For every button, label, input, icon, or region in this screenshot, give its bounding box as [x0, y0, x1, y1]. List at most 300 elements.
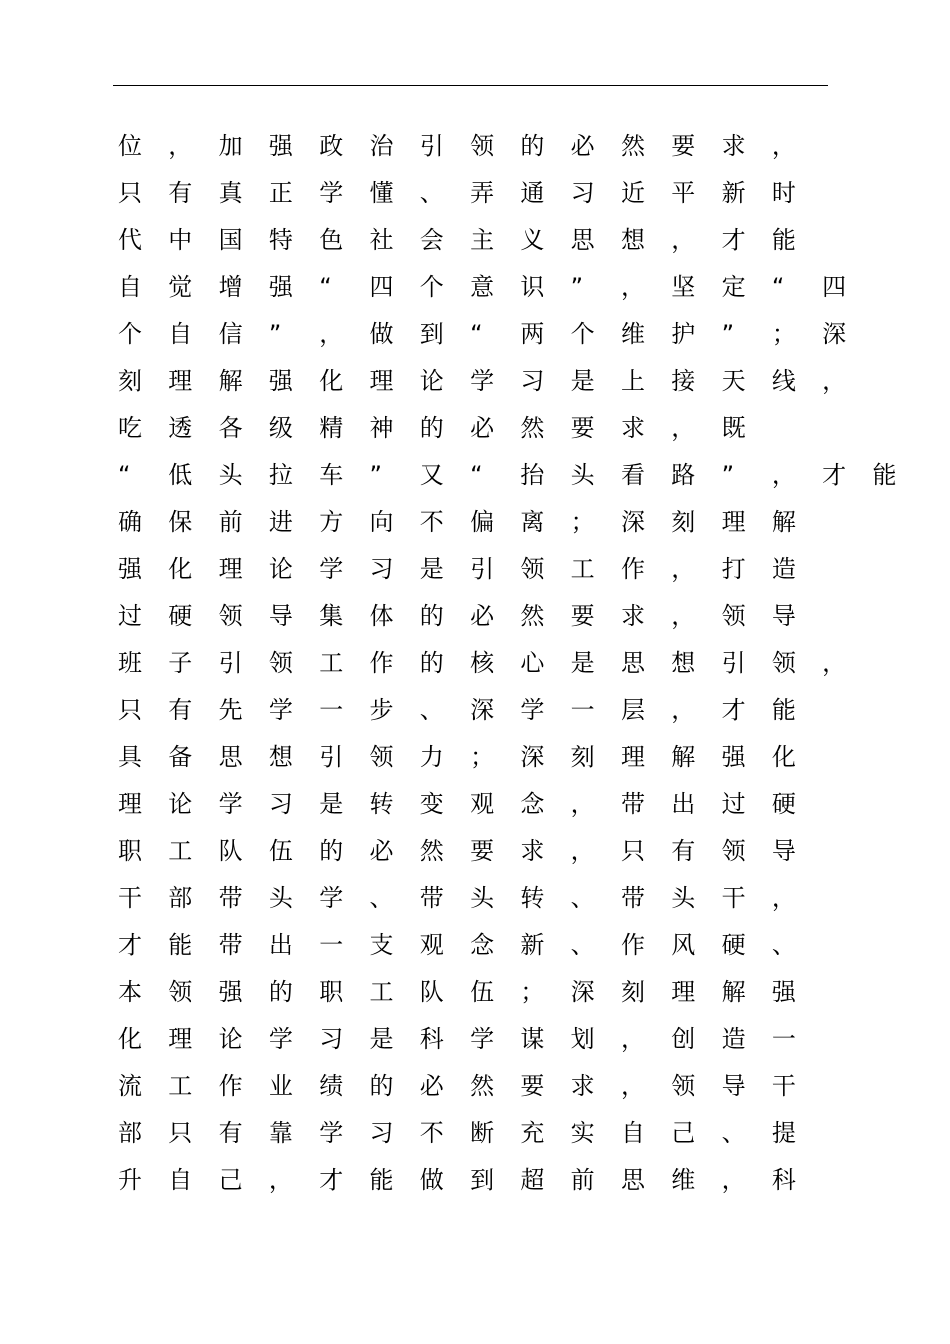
text-char: 一 [570, 696, 595, 724]
text-char: 确 [118, 508, 142, 536]
text-char: 实 [570, 1119, 595, 1147]
text-char: 部 [168, 884, 193, 912]
text-char: “ [470, 461, 483, 489]
text-char: ； [570, 508, 595, 536]
text-char: 化 [118, 1025, 142, 1053]
text-char: 学 [268, 1025, 293, 1053]
text-char: 然 [520, 602, 545, 630]
text-char: 论 [218, 1025, 243, 1053]
text-char: 一 [319, 696, 344, 724]
text-char: 思 [620, 649, 645, 677]
text-char: 工 [168, 837, 193, 865]
text-char: 、 [570, 931, 595, 959]
text-char: 强 [268, 367, 293, 395]
text-char: 习 [570, 179, 595, 207]
text-char: 的 [520, 132, 545, 160]
text-char: 具 [118, 743, 142, 771]
text-line [118, 499, 858, 546]
text-char: 、 [721, 1119, 746, 1147]
text-char: 觉 [168, 273, 193, 301]
text-char: 念 [470, 931, 495, 959]
text-char: 过 [721, 790, 746, 818]
body-text [118, 123, 897, 1204]
text-char: ” [721, 461, 734, 489]
text-char: ， [721, 1166, 746, 1194]
text-char: “ [771, 273, 785, 301]
text-char: 学 [218, 790, 243, 818]
text-char: 线 [771, 367, 796, 395]
text-char: 新 [721, 179, 746, 207]
text-char: 离 [520, 508, 545, 536]
text-char: 个 [570, 320, 595, 348]
text-char: ” [570, 273, 584, 301]
text-char: 强 [268, 132, 293, 160]
text-char: 、 [419, 179, 444, 207]
text-char: 理 [369, 367, 394, 395]
text-char: 向 [369, 508, 394, 536]
text-char: 四 [369, 273, 394, 301]
text-char: 子 [168, 649, 193, 677]
text-line [118, 734, 858, 781]
text-char: 的 [419, 602, 444, 630]
text-line [118, 123, 858, 170]
text-line [118, 358, 858, 405]
text-char: 作 [620, 931, 645, 959]
text-char: 不 [419, 1119, 444, 1147]
text-char: 念 [520, 790, 545, 818]
text-char: 层 [620, 696, 645, 724]
text-line [118, 1063, 858, 1110]
text-char: ， [620, 1072, 645, 1100]
text-char: 深 [620, 508, 645, 536]
text-char: 带 [620, 790, 645, 818]
text-char: 前 [218, 508, 243, 536]
text-char: ， [168, 132, 193, 160]
text-line [118, 1016, 858, 1063]
text-char: 工 [570, 555, 595, 583]
text-char: 各 [218, 414, 243, 442]
text-char: 才 [118, 931, 142, 959]
text-char: 必 [419, 1072, 444, 1100]
text-char: 近 [620, 179, 645, 207]
text-char: 天 [721, 367, 746, 395]
text-char: 到 [419, 320, 444, 348]
text-line [118, 311, 858, 358]
text-char: 中 [168, 226, 193, 254]
text-char: 硬 [721, 931, 746, 959]
text-char: 引 [470, 555, 495, 583]
text-line [118, 781, 858, 828]
text-char: 化 [319, 367, 344, 395]
text-char: 刻 [570, 743, 595, 771]
text-char: 领 [470, 132, 495, 160]
text-char: 头 [671, 884, 696, 912]
text-char: 习 [268, 790, 293, 818]
text-char: 加 [218, 132, 243, 160]
text-char: 科 [771, 1166, 796, 1194]
text-char: ， [771, 132, 796, 160]
text-char: ， [620, 1025, 645, 1053]
text-char: ； [520, 978, 545, 1006]
text-line [118, 452, 897, 499]
text-char: ， [570, 790, 595, 818]
text-char: 才 [319, 1166, 344, 1194]
text-char: 领 [671, 1072, 696, 1100]
text-char: 抬 [520, 461, 545, 489]
text-char: 解 [671, 743, 696, 771]
text-char: 习 [369, 1119, 394, 1147]
text-char: 硬 [168, 602, 193, 630]
text-char: 支 [369, 931, 394, 959]
text-char: 强 [118, 555, 142, 583]
text-char: 理 [218, 555, 243, 583]
text-char: 观 [470, 790, 495, 818]
text-char: 硬 [771, 790, 796, 818]
text-char: 要 [671, 132, 696, 160]
text-char: ， [822, 367, 847, 395]
text-char: ， [822, 649, 847, 677]
text-char: ， [268, 1166, 293, 1194]
text-char: 观 [419, 931, 444, 959]
text-char: 干 [118, 884, 142, 912]
text-char: 本 [118, 978, 142, 1006]
text-char: 看 [620, 461, 645, 489]
text-line [118, 264, 858, 311]
text-char: 是 [570, 367, 595, 395]
text-char: “ [470, 320, 483, 348]
text-char: 升 [118, 1166, 142, 1194]
text-char: ” [369, 461, 382, 489]
text-char: 社 [369, 226, 394, 254]
text-char: 定 [721, 273, 746, 301]
text-char: 神 [369, 414, 394, 442]
text-char: 导 [268, 602, 293, 630]
text-char: 要 [520, 1072, 545, 1100]
text-char: 思 [620, 1166, 645, 1194]
text-char: 习 [319, 1025, 344, 1053]
text-line [118, 687, 858, 734]
text-line [118, 217, 858, 264]
text-line [118, 875, 858, 922]
text-char: 只 [168, 1119, 193, 1147]
text-line [118, 828, 858, 875]
header-divider [113, 85, 828, 86]
text-char: 业 [268, 1072, 293, 1100]
text-char: 解 [218, 367, 243, 395]
text-char: 体 [369, 602, 394, 630]
text-char: 强 [218, 978, 243, 1006]
text-char: 转 [520, 884, 545, 912]
text-char: 理 [620, 743, 645, 771]
text-char: 路 [671, 461, 696, 489]
text-char: 头 [570, 461, 595, 489]
text-char: 带 [620, 884, 645, 912]
text-char: 强 [771, 978, 796, 1006]
text-char: 论 [168, 790, 193, 818]
text-char: 领 [721, 837, 746, 865]
text-char: 求 [570, 1072, 595, 1100]
text-char: ， [671, 696, 696, 724]
text-char: 学 [319, 1119, 344, 1147]
text-char: 带 [218, 884, 243, 912]
text-char: 想 [268, 743, 293, 771]
text-char: 有 [168, 179, 193, 207]
text-char: 工 [168, 1072, 193, 1100]
text-char: 必 [570, 132, 595, 160]
text-char: 一 [319, 931, 344, 959]
text-char: ” [268, 320, 282, 348]
text-char: 解 [771, 508, 796, 536]
text-char: 自 [118, 273, 142, 301]
text-char: 理 [168, 1025, 193, 1053]
text-char: 部 [118, 1119, 142, 1147]
text-char: ” [721, 320, 734, 348]
text-char: 化 [168, 555, 193, 583]
text-char: 要 [570, 602, 595, 630]
text-char: 坚 [671, 273, 696, 301]
text-char: 流 [118, 1072, 142, 1100]
text-char: 想 [620, 226, 645, 254]
text-char: 刻 [118, 367, 142, 395]
text-char: 个 [419, 273, 444, 301]
text-char: 习 [369, 555, 394, 583]
text-char: 学 [470, 367, 495, 395]
text-char: 有 [671, 837, 696, 865]
text-char: 然 [419, 837, 444, 865]
text-char: 学 [319, 555, 344, 583]
text-char: 创 [671, 1025, 696, 1053]
text-char: 时 [771, 179, 796, 207]
text-char: 提 [771, 1119, 796, 1147]
text-char: 是 [419, 555, 444, 583]
text-char: 会 [419, 226, 444, 254]
text-char: 、 [419, 696, 444, 724]
text-char: 的 [419, 649, 444, 677]
text-char: 职 [319, 978, 344, 1006]
text-char: 必 [369, 837, 394, 865]
text-char: 理 [118, 790, 142, 818]
text-char: 吃 [118, 414, 142, 442]
text-char: 真 [218, 179, 243, 207]
text-char: 增 [218, 273, 243, 301]
text-char: 只 [118, 179, 142, 207]
text-char: 然 [520, 414, 545, 442]
text-char: 力 [419, 743, 444, 771]
text-char: 自 [620, 1119, 645, 1147]
text-char: 有 [168, 696, 193, 724]
text-line [118, 593, 858, 640]
text-char: ， [319, 320, 344, 348]
text-char: 精 [319, 414, 344, 442]
text-char: ， [620, 273, 645, 301]
text-char: 过 [118, 602, 142, 630]
text-char: 懂 [369, 179, 394, 207]
text-char: 习 [520, 367, 545, 395]
text-char: 谋 [520, 1025, 545, 1053]
text-char: 带 [218, 931, 243, 959]
text-char: 拉 [268, 461, 293, 489]
text-char: 转 [369, 790, 394, 818]
text-char: ， [671, 226, 696, 254]
text-char: 两 [520, 320, 545, 348]
text-char: 四 [822, 273, 847, 301]
text-char: 特 [268, 226, 293, 254]
text-line [118, 405, 858, 452]
text-char: 到 [470, 1166, 495, 1194]
text-char: 导 [771, 837, 796, 865]
text-char: 治 [369, 132, 394, 160]
text-char: 作 [369, 649, 394, 677]
text-char: 备 [168, 743, 193, 771]
text-char: 保 [168, 508, 193, 536]
text-char: 然 [470, 1072, 495, 1100]
text-char: 头 [470, 884, 495, 912]
text-char: 引 [721, 649, 746, 677]
text-char: 偏 [470, 508, 495, 536]
text-char: 求 [620, 602, 645, 630]
text-char: 才 [822, 461, 847, 489]
text-char: 划 [570, 1025, 595, 1053]
text-char: 透 [168, 414, 193, 442]
text-char: 、 [369, 884, 394, 912]
text-char: 干 [771, 1072, 796, 1100]
text-char: 识 [520, 273, 545, 301]
text-char: 义 [520, 226, 545, 254]
text-char: 刻 [620, 978, 645, 1006]
text-line [118, 546, 858, 593]
text-char: 是 [369, 1025, 394, 1053]
text-char: 工 [369, 978, 394, 1006]
text-char: 政 [319, 132, 344, 160]
text-char: 能 [872, 461, 897, 489]
text-char: 领 [721, 602, 746, 630]
text-char: 先 [218, 696, 243, 724]
text-char: 要 [470, 837, 495, 865]
text-char: 是 [570, 649, 595, 677]
text-char: 既 [721, 414, 746, 442]
text-char: 学 [319, 179, 344, 207]
text-char: 然 [620, 132, 645, 160]
text-char: 的 [419, 414, 444, 442]
text-char: 绩 [319, 1072, 344, 1100]
text-line [118, 170, 858, 217]
text-char: 头 [218, 461, 243, 489]
text-char: 带 [419, 884, 444, 912]
text-char: 一 [771, 1025, 796, 1053]
text-char: 平 [671, 179, 696, 207]
text-char: ， [570, 837, 595, 865]
text-char: 学 [268, 696, 293, 724]
text-char: 接 [671, 367, 696, 395]
text-char: 己 [218, 1166, 243, 1194]
text-char: 理 [671, 978, 696, 1006]
text-char: 解 [721, 978, 746, 1006]
text-char: 深 [570, 978, 595, 1006]
text-char: 方 [319, 508, 344, 536]
text-char: 求 [520, 837, 545, 865]
text-char: 导 [771, 602, 796, 630]
text-char: ， [771, 461, 796, 489]
text-char: 的 [369, 1072, 394, 1100]
text-char: 想 [671, 649, 696, 677]
text-char: 的 [268, 978, 293, 1006]
text-char: 队 [218, 837, 243, 865]
text-char: 代 [118, 226, 142, 254]
text-char: 干 [721, 884, 746, 912]
text-char: 、 [771, 931, 796, 959]
text-char: 国 [218, 226, 243, 254]
text-char: 才 [721, 226, 746, 254]
text-line [118, 640, 858, 687]
text-char: 引 [218, 649, 243, 677]
text-char: 深 [470, 696, 495, 724]
text-char: 自 [168, 1166, 193, 1194]
text-char: 主 [470, 226, 495, 254]
text-char: 己 [671, 1119, 696, 1147]
text-char: 造 [771, 555, 796, 583]
text-char: 是 [319, 790, 344, 818]
text-char: ， [671, 602, 696, 630]
text-char: 学 [520, 696, 545, 724]
text-char: 级 [268, 414, 293, 442]
text-char: 要 [570, 414, 595, 442]
text-char: 理 [721, 508, 746, 536]
text-char: 能 [771, 696, 796, 724]
text-char: 工 [319, 649, 344, 677]
text-char: 求 [620, 414, 645, 442]
text-char: 学 [470, 1025, 495, 1053]
text-char: 领 [268, 649, 293, 677]
text-char: 强 [268, 273, 293, 301]
text-char: 进 [268, 508, 293, 536]
text-char: 领 [369, 743, 394, 771]
text-char: 做 [369, 320, 394, 348]
text-line [118, 1157, 858, 1204]
text-char: 前 [570, 1166, 595, 1194]
text-char: 出 [671, 790, 696, 818]
text-char: 科 [419, 1025, 444, 1053]
text-char: 意 [470, 273, 495, 301]
text-char: 思 [218, 743, 243, 771]
text-char: “ [319, 273, 332, 301]
text-char: 队 [419, 978, 444, 1006]
text-char: 引 [319, 743, 344, 771]
text-char: 维 [671, 1166, 696, 1194]
text-char: 职 [118, 837, 142, 865]
text-char: 必 [470, 602, 495, 630]
text-char: 通 [520, 179, 545, 207]
text-char: 充 [520, 1119, 545, 1147]
text-char: 超 [520, 1166, 545, 1194]
text-char: 思 [570, 226, 595, 254]
text-char: “ [118, 461, 131, 489]
text-char: 造 [721, 1025, 746, 1053]
text-line [118, 1110, 858, 1157]
text-char: 风 [671, 931, 696, 959]
text-char: 作 [620, 555, 645, 583]
text-char: 化 [771, 743, 796, 771]
text-char: 领 [520, 555, 545, 583]
text-char: ， [671, 555, 696, 583]
text-char: 核 [470, 649, 495, 677]
text-char: 正 [268, 179, 293, 207]
text-char: 理 [168, 367, 193, 395]
text-line [118, 922, 858, 969]
text-char: 只 [620, 837, 645, 865]
text-char: 才 [721, 696, 746, 724]
text-char: 论 [268, 555, 293, 583]
text-char: 变 [419, 790, 444, 818]
